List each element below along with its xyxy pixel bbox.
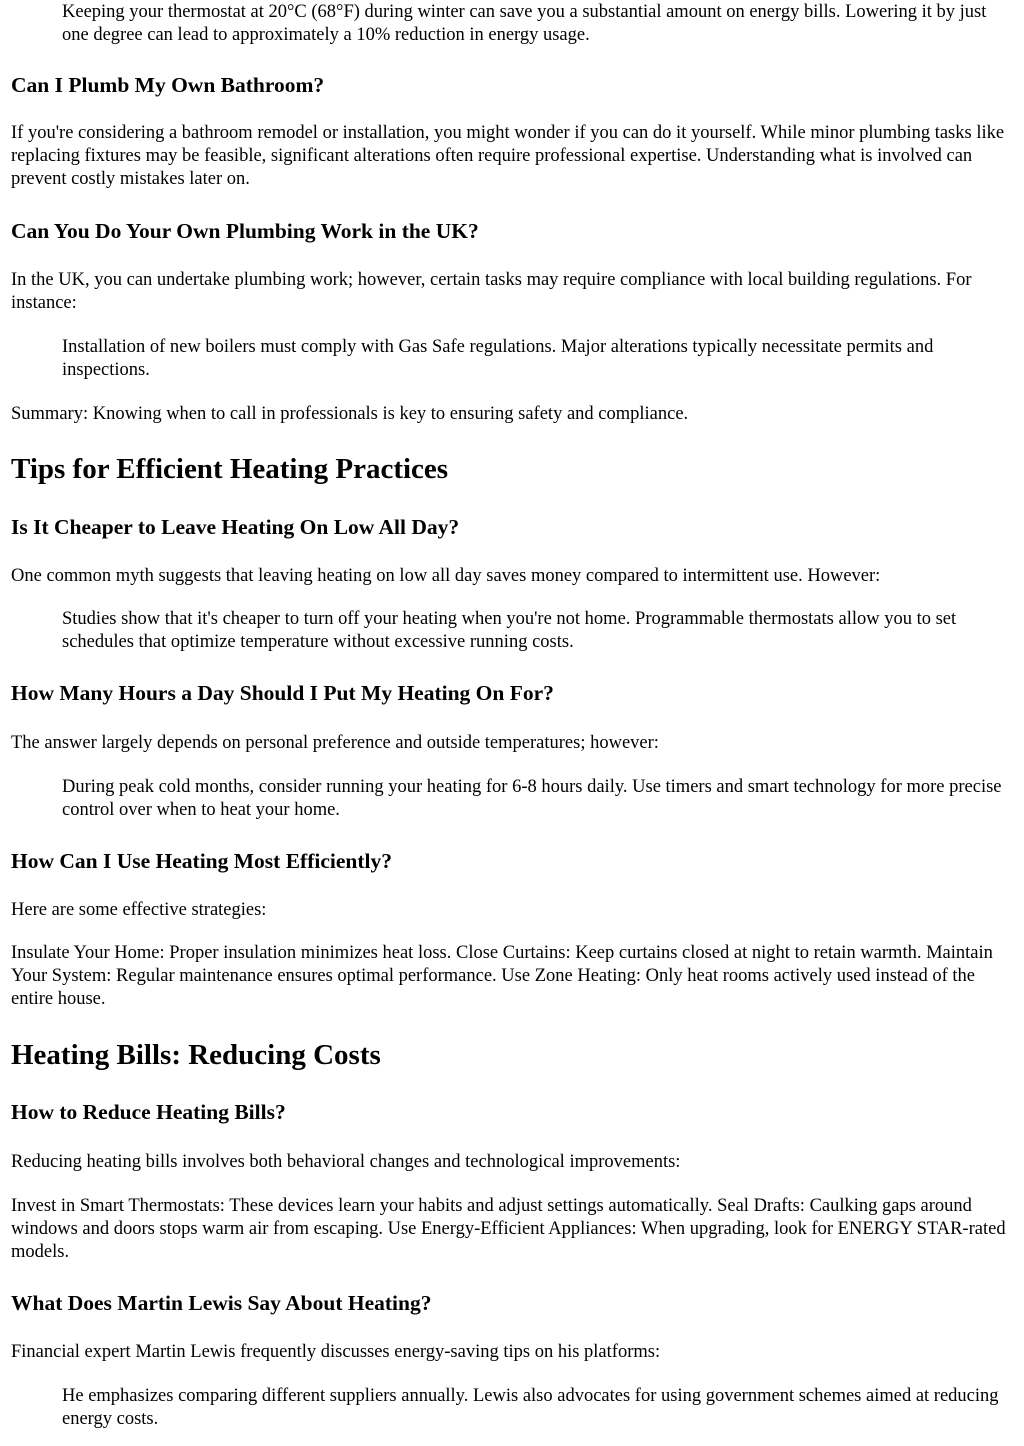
heading-hours-per-day: How Many Hours a Day Should I Put My Heating On For? <box>11 681 554 705</box>
paragraph-reduce-list: Invest in Smart Thermostats: These devices learn your habits and adjust settings automatically. Seal Drafts: Caulking gaps around windows and doors stops warm air from escaping. Use Energy-Efficient Appliances: When upgrading, look for ENERGY STAR-rated models. <box>11 1196 1006 1262</box>
blockquote-martin-lewis: He emphasizes comparing different suppliers annually. Lewis also advocates for using government schemes aimed at reducing energy costs. <box>62 1386 999 1429</box>
intro-blockquote: Keeping your thermostat at 20°C (68°F) during winter can save you a substantial amount on energy bills. Lowering it by just one degree can lead to approximately a 10% reduction in energy usage. <box>62 2 987 45</box>
paragraph-martin-lewis: Financial expert Martin Lewis frequently discusses energy-saving tips on his platforms: <box>11 1342 661 1362</box>
paragraph-plumbing-uk: In the UK, you can undertake plumbing work; however, certain tasks may require compliance with local building regulations. For instance: <box>11 270 972 313</box>
heading-use-heating-efficiently: How Can I Use Heating Most Efficiently? <box>11 849 392 873</box>
heading-reduce-bills: How to Reduce Heating Bills? <box>11 1100 286 1124</box>
blockquote-low-all-day: Studies show that it's cheaper to turn off your heating when you're not home. Programmable thermostats allow you to set schedules that optimize temperature without excessive running costs. <box>62 609 957 652</box>
paragraph-strategies-intro: Here are some effective strategies: <box>11 900 267 920</box>
heading-low-all-day: Is It Cheaper to Leave Heating On Low All Day? <box>11 515 460 539</box>
heading-tips-efficient-heating: Tips for Efficient Heating Practices <box>11 453 449 485</box>
paragraph-strategies-list: Insulate Your Home: Proper insulation minimizes heat loss. Close Curtains: Keep curtains closed at night to retain warmth. Maintain Your System: Regular maintenance ensures optimal performance. Use Zone Heating: Only heat rooms actively used instead of the entire house. <box>11 943 993 1009</box>
paragraph-low-all-day: One common myth suggests that leaving heating on low all day saves money compared to intermittent use. However: <box>11 566 881 586</box>
heading-plumbing-uk: Can You Do Your Own Plumbing Work in the UK? <box>11 219 479 243</box>
heading-martin-lewis: What Does Martin Lewis Say About Heating? <box>11 1291 432 1315</box>
paragraph-reduce-bills: Reducing heating bills involves both behavioral changes and technological improvements: <box>11 1152 681 1172</box>
heading-heating-bills: Heating Bills: Reducing Costs <box>11 1039 381 1071</box>
paragraph-summary: Summary: Knowing when to call in professionals is key to ensuring safety and compliance. <box>11 404 689 424</box>
paragraph-hours-per-day: The answer largely depends on personal preference and outside temperatures; however: <box>11 733 659 753</box>
paragraph-plumb-own-bathroom: If you're considering a bathroom remodel or installation, you might wonder if you can do it yourself. While minor plumbing tasks like replacing fixtures may be feasible, significant alterations often require professional expertise. Understanding what is involved can prevent costly mistakes later on. <box>11 123 1005 189</box>
blockquote-hours-per-day: During peak cold months, consider running your heating for 6-8 hours daily. Use timers and smart technology for more precise control over when to heat your home. <box>62 777 1002 820</box>
heading-plumb-own-bathroom: Can I Plumb My Own Bathroom? <box>11 73 325 97</box>
blockquote-plumbing-uk: Installation of new boilers must comply with Gas Safe regulations. Major alterations typically necessitate permits and inspections. <box>62 337 934 380</box>
